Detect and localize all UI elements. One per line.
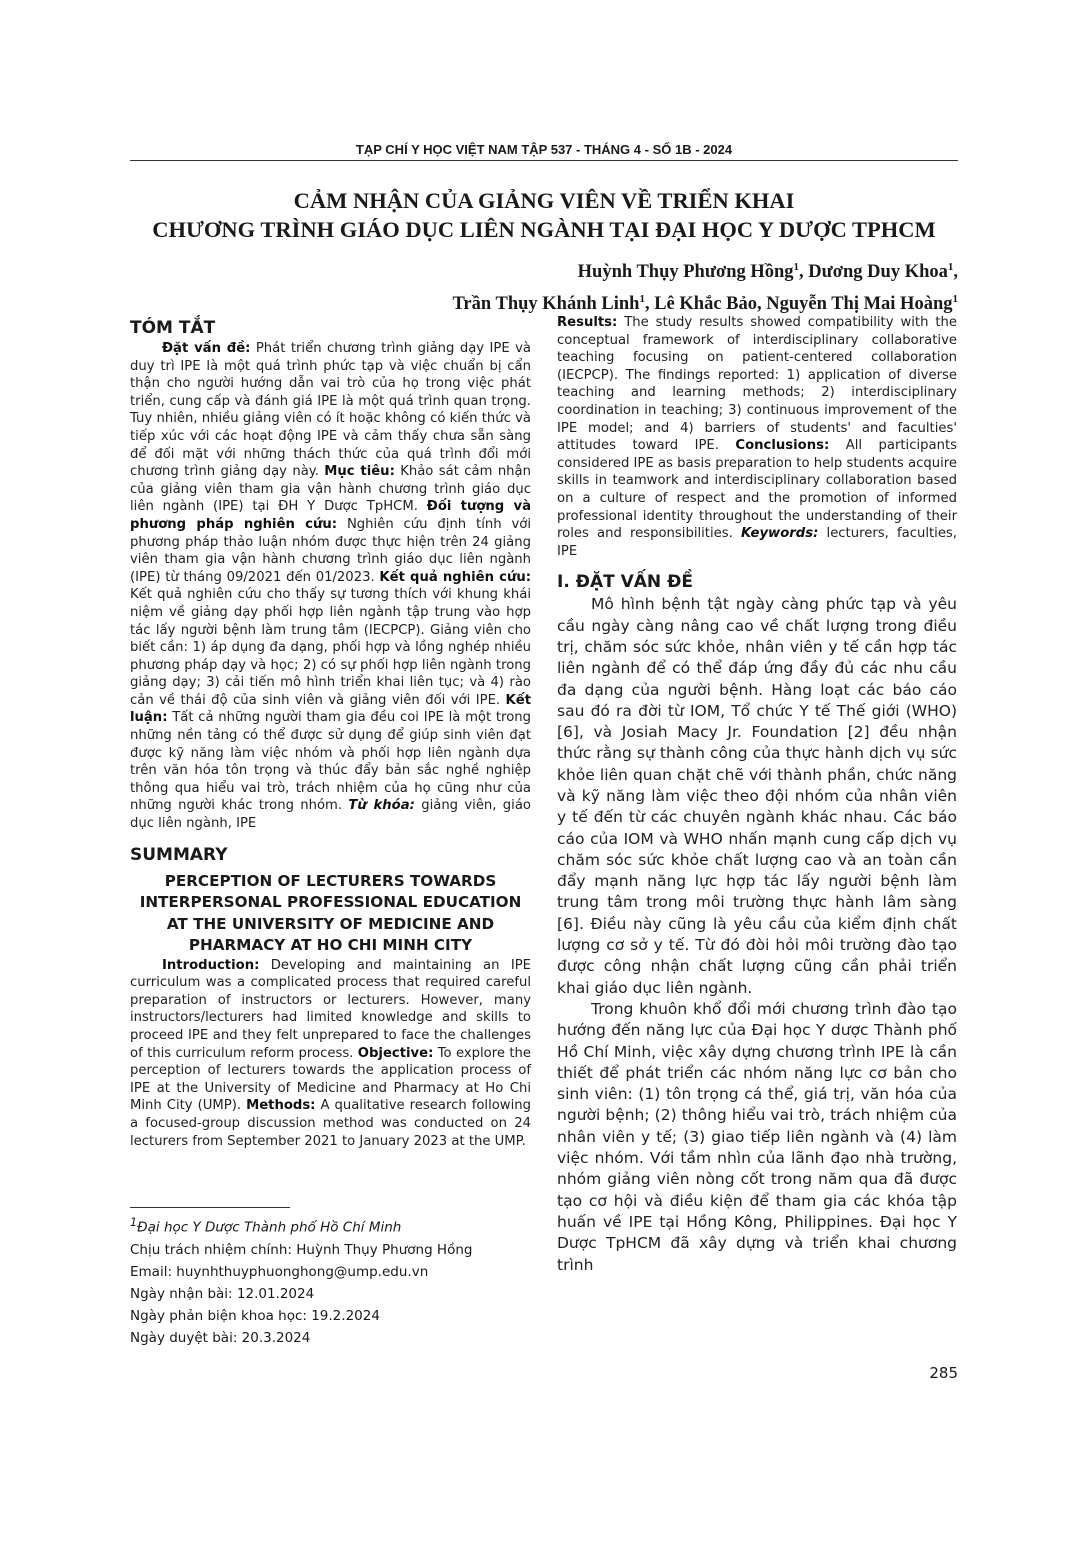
- en-methods-text: A qualitative research following a focused-group discussion method was conducted on 24 lecturers from September 2021 to January 2023 at the UMP.: [130, 1098, 531, 1149]
- vn-methods-label: Đối tượng và phương pháp nghiên cứu:: [130, 499, 531, 532]
- en-results-label: Results:: [557, 315, 618, 330]
- english-title-line-2: INTERPERSONAL PROFESSIONAL EDUCATION: [139, 893, 522, 912]
- vn-conclusion-label: Kết luận:: [130, 692, 531, 726]
- vn-background-text: Phát triển chương trình giảng dạy IPE và duy trì IPE là một quá trình phức tạp và việc chuẩn bị cẩn thận cho người hướng dẫn vai trò của họ trong việc phát triển, cung cấp và đánh giá IPE là một quá trình quan trọng. Tuy nhiên, nhiều giảng viên có ít hoặc không có kiến thức và tiếp xúc với các hoạt động IPE và cảm thấy chưa sẵn sàng để đối mặt với những thách thức của quá trình đổi mới chương trình giảng dạy này.: [130, 341, 531, 480]
- footnote-received: Ngày nhận bài: 12.01.2024: [130, 1285, 315, 1302]
- footnote-accepted: Ngày duyệt bài: 20.3.2024: [130, 1329, 311, 1346]
- intro-paragraph-1: Mô hình bệnh tật ngày càng phức tạp và yêu cầu ngày càng nâng cao về chất lượng trong điều trị, chăm sóc sức khỏe, nhân viên y tế cần hợp tác liên ngành để có thể đáp ứng đầy đủ các nhu cầu đa dạng của người bệnh. Hàng loạt các báo cáo sau đó ra đời từ IOM, Tổ chức Y tế Thế giới (WHO) [6], và Josiah Macy Jr. Foundation [2] đều nhận thức rằng sự thành công của thực hành dịch vụ sức khỏe liên quan chặt chẽ với thành phần, chức năng và kỹ năng làm việc theo đội nhóm của nhân viên y tế đến từ các chuyên ngành khác nhau. Các báo cáo của IOM và WHO nhấn mạnh cung cấp dịch vụ chăm sóc sức khỏe chất lượng cao và an toàn cần đẩy mạnh năng lực hợp tác lấy người bệnh làm trung tâm trong môi trường thực hành lâm sàng [6]. Điều này cũng là yêu cầu của kiểm định chất lượng cơ sở y tế. Từ đó đòi hỏi môi trường đào tạo được công nhận chất lượng cũng cần phải triển khai giáo dục liên ngành.: [557, 595, 957, 997]
- vn-abstract-text: [130, 340, 531, 833]
- footnote-mark: 1: [130, 1216, 138, 1229]
- vn-background-label: Đặt vấn đề:: [162, 341, 251, 356]
- footnote: [130, 1207, 531, 1349]
- footnote-email: Email: huynhthuyphuonghong@ump.edu.vn: [130, 1263, 429, 1280]
- intro-paragraph-2: Trong khuôn khổ đổi mới chương trình đào tạo hướng đến năng lực của Đại học Y dược Thành phố Hồ Chí Minh, việc xây dựng chương trình IPE là cần thiết để phát triển các nhóm năng lực cơ bản cho sinh viên: (1) tôn trọng cá thể, giá trị, văn hóa của người bệnh; (2) thông hiểu vai trò, trách nhiệm của nhân viên y tế; (3) giao tiếp liên ngành và (4) làm việc nhóm. Với tầm nhìn của lãnh đạo nhà trường, nhóm giảng viên nòng cốt trong năm qua đã được tạo cơ hội và điều kiện để tham gia các khóa tập huấn về IPE tại Hồng Kông, Philippines. Đại học Y Dược TpHCM đã xây dựng và triển khai chương trình: [557, 999, 957, 1274]
- footnote-reviewed: Ngày phản biện khoa học: 19.2.2024: [130, 1307, 380, 1324]
- author-line-1: Huỳnh Thụy Phương Hồng$^1$, Dương Duy Khoa$^1$,: [577, 261, 958, 283]
- vn-abstract-heading: TÓM TẮT: [130, 318, 216, 338]
- intro-heading: I. ĐẶT VẤN ĐỀ: [557, 572, 693, 593]
- vn-keywords-text: giảng viên, giáo dục liên ngành, IPE: [130, 798, 531, 832]
- vn-objective-label: Mục tiêu:: [324, 464, 395, 480]
- vn-objective-text: Khảo sát cảm nhận của giảng viên tham gia vận hành chương trình giáo dục liên ngành (IPE) tại ĐH Y Dược TpHCM.: [130, 464, 531, 515]
- english-title: [130, 871, 531, 957]
- article-title: [100, 186, 988, 244]
- author-name: Lê Khắc Bảo: [654, 294, 757, 315]
- en-conclusion-label: Conclusions:: [735, 438, 830, 454]
- footnote-responsible: Chịu trách nhiệm chính: Huỳnh Thụy Phương Hồng: [130, 1241, 473, 1258]
- english-title-line-3: AT THE UNIVERSITY OF MEDICINE AND: [166, 914, 495, 933]
- en-results-text: The study results showed compatibility with the conceptual framework of interdisciplinary collaborative teaching focusing on patient-centered collaboration (IECPCP). The findings reported: 1) application of diverse teaching and learning methods; 2) interdisciplinary coordination in teaching; 3) continuous improvement of the IPE model; and 4) barriers of students' and faculties' attitudes toward IPE.: [557, 315, 957, 454]
- page-number: 285: [929, 1364, 958, 1382]
- vn-results-text: Kết quả nghiên cứu cho thấy sự tương thích với khung khái niệm về giảng dạy phối hợp liên ngành tập trung vào hợp tác lấy người bệnh làm trung tâm (IECPCP). Giảng viên cho biết cần: 1) áp dụng đa dạng, phối hợp và lồng nghép nhiều phương pháp dạy và học; 2) có sự phối hợp liên ngành trong giảng dạy; 3) cải tiến mô hình triển khai liên tục; và 4) rào cản về thái độ của sinh viên và giảng viên đối với IPE.: [130, 587, 531, 708]
- author-line-2: Trần Thụy Khánh Linh$^1$, Lê Khắc Bảo, Nguyễn Thị Mai Hoàng$^1$: [452, 293, 958, 315]
- author-name: Dương Duy Khoa: [808, 262, 948, 283]
- en-intro-label: Introduction:: [162, 957, 260, 973]
- vn-conclusion-text: Tất cả những người tham gia đều coi IPE là một trong những nền tảng có thể được sử dụng để giúp sinh viên đạt được kỹ năng làm việc nhóm và phối hợp liên ngành dựa trên văn hóa tôn trọng và thúc đẩy bản sắc nghề nghiệp thông qua hiểu vai trò, trách nhiệm của họ cũng như của những người khác trong nhóm.: [130, 710, 531, 814]
- footnote-rule: [130, 1207, 290, 1208]
- en-abstract-text-part1: [130, 957, 531, 1151]
- en-intro-text: Developing and maintaining an IPE curriculum was a complicated process that required careful preparation of instructors or lecturers. However, many instructors/lecturers had limited knowledge and skills to proceed IPE and they felt unprepared to face the challenges of this curriculum reform process.: [130, 957, 531, 1061]
- right-column: [557, 314, 957, 1276]
- vn-methods-text: Nghiên cứu định tính với phương pháp thảo luận nhóm được thực hiện trên 24 giảng viên tham gia vận hành chương trình giáo dục liên ngành (IPE) từ tháng 09/2021 đến 01/2023.: [130, 516, 532, 585]
- en-keywords-text: lecturers, faculties, IPE: [557, 526, 957, 559]
- author-list: [158, 254, 958, 318]
- title-line-1: CẢM NHẬN CỦA GIẢNG VIÊN VỀ TRIỂN KHAI: [293, 188, 795, 213]
- en-objective-label: Objective:: [357, 1045, 434, 1061]
- vn-results-label: Kết quả nghiên cứu:: [379, 569, 531, 585]
- affiliation-mark: 1: [793, 261, 800, 273]
- journal-header: TẠP CHÍ Y HỌC VIỆT NAM TẬP 537 - THÁNG 4 - SỐ 1B - 2024: [130, 142, 958, 161]
- author-name: Huỳnh Thụy Phương Hồng: [577, 262, 794, 283]
- affiliation-mark: 1: [639, 293, 645, 306]
- english-title-line-1: PERCEPTION OF LECTURERS TOWARDS: [164, 871, 497, 890]
- en-methods-label: Methods:: [246, 1098, 316, 1114]
- affiliation-mark: 1: [952, 293, 958, 306]
- english-title-line-4: PHARMACY AT HO CHI MINH CITY: [188, 936, 473, 955]
- en-objective-text: To explore the perception of lecturers towards the application process of IPE at the University of Medicine and Pharmacy at Ho Chi Minh City (UMP).: [130, 1045, 531, 1114]
- vn-keywords-label: Từ khóa:: [348, 798, 415, 814]
- en-abstract-text-part2: [557, 314, 957, 560]
- title-line-2: CHƯƠNG TRÌNH GIÁO DỤC LIÊN NGÀNH TẠI ĐẠI HỌC Y DƯỢC TPHCM: [152, 217, 936, 242]
- author-name: Trần Thụy Khánh Linh: [452, 294, 640, 315]
- footnote-affiliation: $^1$Đại học Y Dược Thành phố Hồ Chí Minh: [130, 1216, 402, 1236]
- affiliation-mark: 1: [947, 261, 954, 273]
- summary-heading: SUMMARY: [130, 844, 228, 865]
- en-keywords-label: Keywords:: [741, 526, 819, 542]
- author-name: Nguyễn Thị Mai Hoàng: [766, 294, 953, 315]
- en-conclusion-text: All participants considered IPE as basis preparation to help students acquire skills in teamwork and interdisciplinary collaboration based on a culture of respect and the promotion of informed professional identity throughout the understanding of their roles and responsibilities.: [557, 438, 957, 542]
- left-column: [130, 318, 531, 1150]
